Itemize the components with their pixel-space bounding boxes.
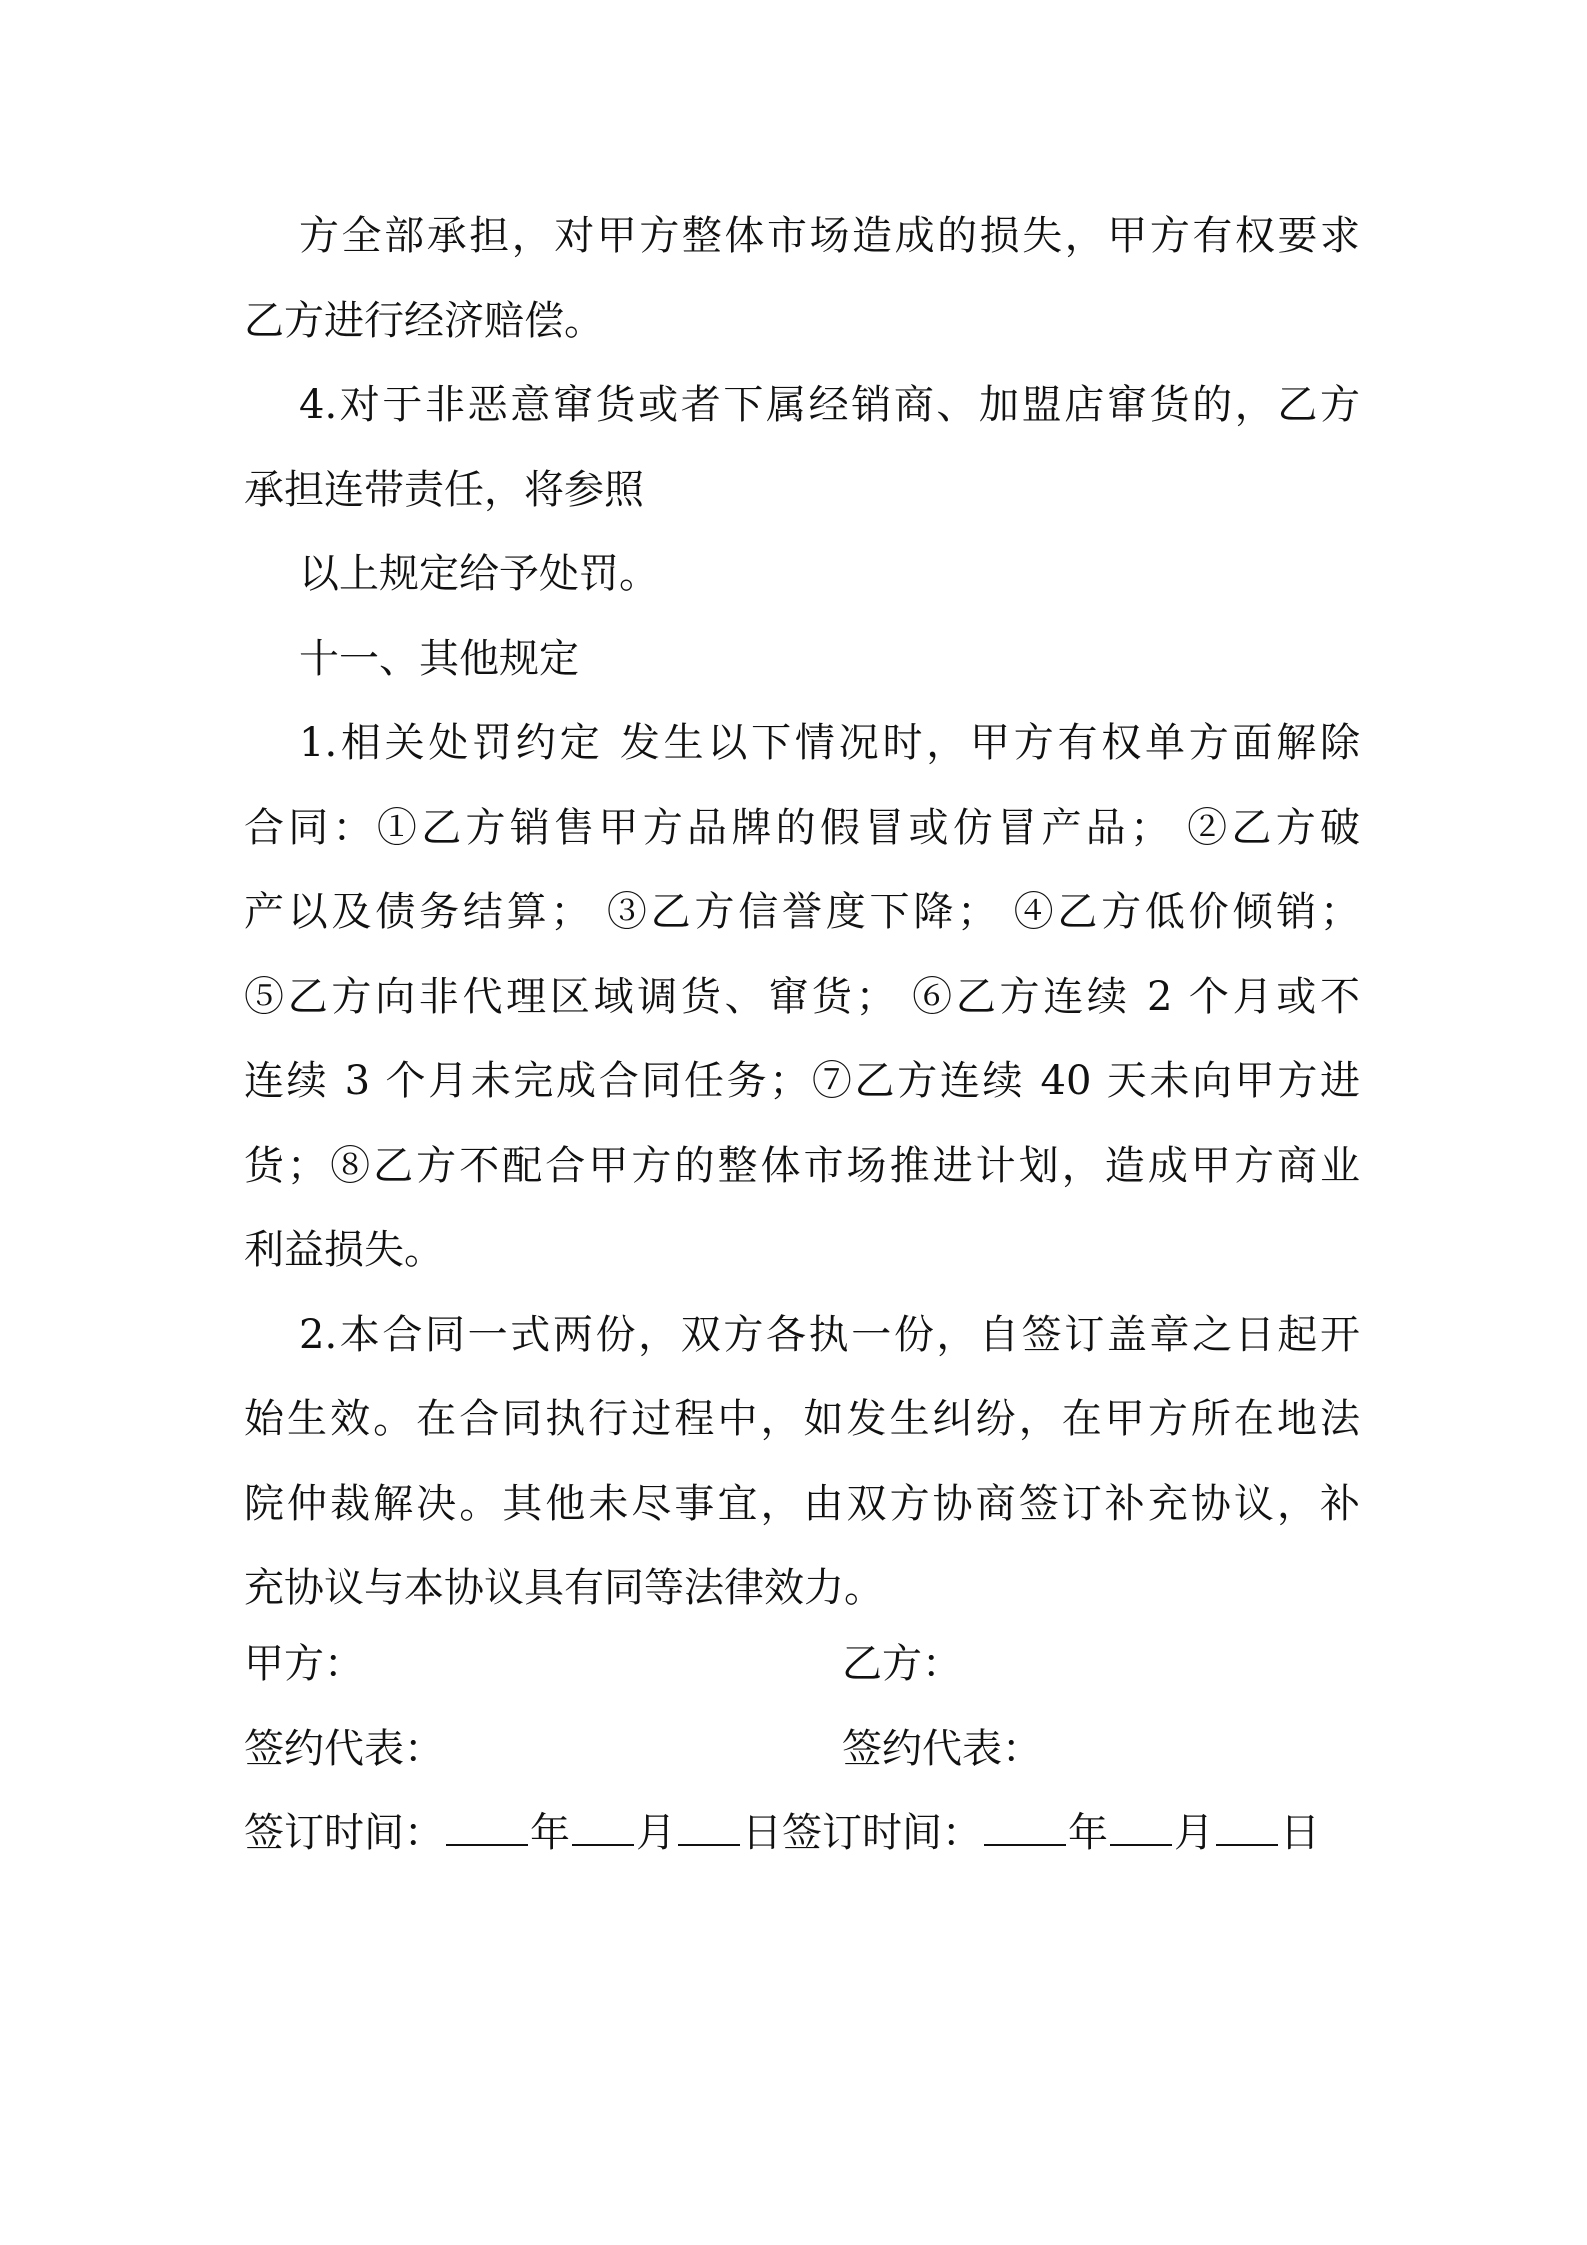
text-line: 充协议与本协议具有同等法律效力。 [244,1565,884,1611]
party-a-label: 甲方： [244,1641,364,1687]
day-label-a: 日 [742,1810,782,1856]
day-label-b: 日 [1280,1810,1320,1856]
text-line: 2.本合同一式两份，双方各执一份，自签订盖章之日起开 [299,1311,1360,1358]
rep-b-label: 签约代表： [842,1725,1042,1772]
text-line: 合同：①乙方销售甲方品牌的假冒或仿冒产品； ②乙方破 [244,804,1360,851]
month-blank-a [572,1843,634,1846]
month-blank-b [1110,1843,1172,1846]
party-row [244,1622,1360,1707]
month-label-a: 月 [636,1810,676,1856]
date-label-b: 签订时间： [782,1810,982,1856]
date-label-a: 签订时间： [244,1810,444,1856]
representative-row [244,1707,1360,1792]
text-line: 承担连带责任，将参照 [244,466,644,513]
month-label-b: 月 [1174,1810,1214,1856]
text-line: 1.相关处罚约定 发生以下情况时，甲方有权单方面解除 [299,720,1360,766]
party-b-label: 乙方： [842,1641,962,1687]
contract-body [244,194,1360,1631]
rep-a-label: 签约代表： [244,1725,444,1772]
year-blank-a [446,1843,528,1846]
text-line: 方全部承担，对甲方整体市场造成的损失，甲方有权要求 [299,213,1360,259]
year-label-a: 年 [530,1810,570,1856]
signature-block [244,1622,1360,1876]
text-line: 乙方进行经济赔偿。 [244,297,604,344]
text-line: 始生效。在合同执行过程中，如发生纠纷，在甲方所在地法 [244,1396,1360,1442]
text-line: 利益损失。 [244,1227,444,1273]
text-line: 院仲裁解决。其他未尽事宜，由双方协商签订补充协议，补 [244,1480,1360,1527]
date-row [244,1791,1360,1876]
text-line: 货；⑧乙方不配合甲方的整体市场推进计划，造成甲方商业 [244,1142,1360,1189]
text-line: 以上规定给予处罚。 [299,551,659,597]
text-line: ⑤乙方向非代理区域调货、窜货； ⑥乙方连续 2 个月或不 [244,973,1360,1020]
day-blank-a [678,1843,740,1846]
text-line: 连续 3 个月未完成合同任务；⑦乙方连续 40 天未向甲方进 [244,1058,1360,1104]
section-heading: 十一、其他规定 [299,635,579,682]
text-line: 4.对于非恶意窜货或者下属经销商、加盟店窜货的，乙方 [299,382,1360,428]
year-label-b: 年 [1068,1810,1108,1856]
day-blank-b [1216,1843,1278,1846]
year-blank-b [984,1843,1066,1846]
text-line: 产以及债务结算； ③乙方信誉度下降； ④乙方低价倾销； [244,889,1360,935]
